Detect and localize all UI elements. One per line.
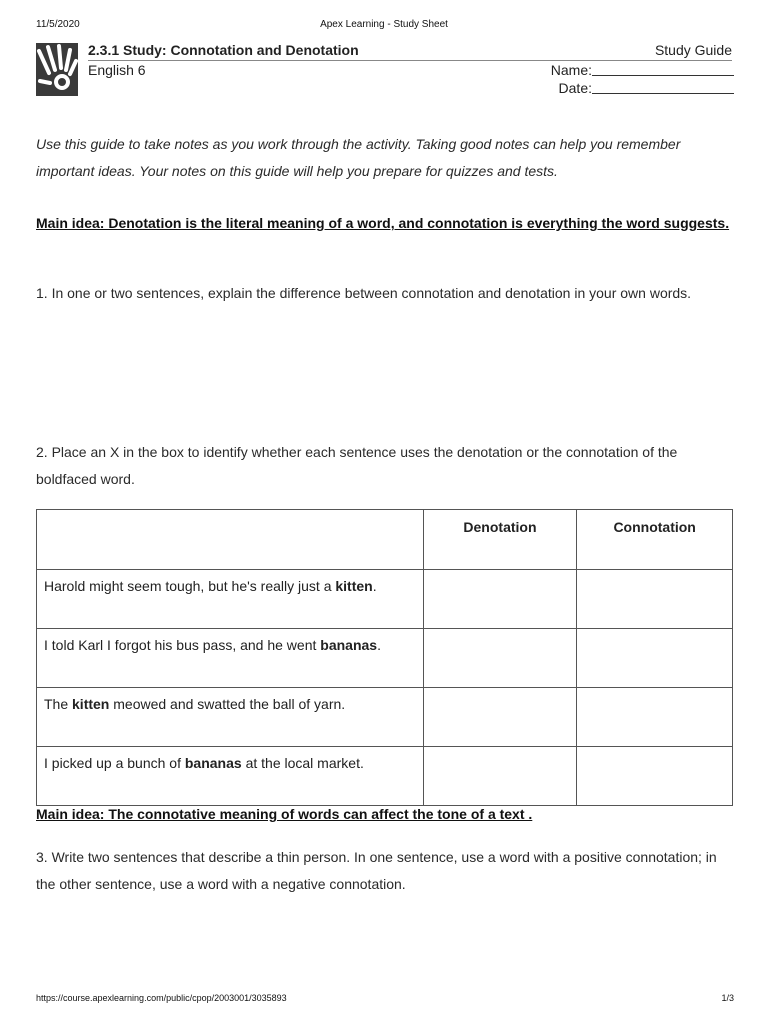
sentence-text: Harold might seem tough, but he's really just a (44, 578, 336, 594)
connotation-checkbox-cell[interactable] (577, 688, 733, 747)
course-name: English 6 (88, 62, 146, 78)
question-3: 3. Write two sentences that describe a thin person. In one sentence, use a word with a positive connotation; in the other sentence, use a word with a negative connotation. (36, 849, 717, 892)
sentence-text: I told Karl I forgot his bus pass, and he went (44, 637, 321, 653)
table-row (37, 688, 733, 747)
main-idea-1: Main idea: Denotation is the literal meaning of a word, and connotation is everything the word suggests. (36, 215, 730, 231)
sentence-text: meowed and swatted the ball of yarn. (109, 696, 346, 712)
page-number: 1/3 (721, 993, 734, 1003)
question-2: 2. Place an X in the box to identify whether each sentence uses the denotation or the connotation of the boldfaced word. (36, 444, 678, 487)
document-type: Study Guide (654, 42, 732, 58)
bold-word: bananas (184, 755, 242, 771)
bold-word: kitten (72, 696, 110, 712)
sentence-cell (37, 688, 424, 747)
sentence-text: The (44, 696, 73, 712)
denotation-checkbox-cell[interactable] (423, 747, 577, 806)
print-date: 11/5/2020 (36, 19, 80, 30)
sentence-text: I picked up a bunch of (44, 755, 185, 771)
bold-word: bananas (320, 637, 378, 653)
denotation-checkbox-cell[interactable] (423, 688, 577, 747)
name-label: Name: (550, 62, 592, 78)
document-title: 2.3.1 Study: Connotation and Denotation (88, 42, 359, 58)
table-row (37, 629, 733, 688)
sentence-text: . (372, 578, 377, 594)
table-header-connotation: Connotation (577, 510, 733, 570)
sentence-text: . (377, 637, 381, 653)
table-row (37, 747, 733, 806)
print-title: Apex Learning - Study Sheet (320, 19, 448, 30)
intro-text: Use this guide to take notes as you work through the activity. Taking good notes can help you remember important ideas. Your notes on this guide will help you prepare for quizzes and tests. (36, 136, 681, 179)
sentence-cell (37, 570, 424, 629)
bold-word: kitten (335, 578, 373, 594)
date-field[interactable] (592, 80, 734, 94)
denotation-connotation-table (36, 509, 733, 806)
table-header-denotation: Denotation (423, 510, 577, 570)
denotation-checkbox-cell[interactable] (423, 629, 577, 688)
sentence-cell (37, 629, 424, 688)
table-row (37, 570, 733, 629)
main-idea-2: Main idea: The connotative meaning of words can affect the tone of a text . (36, 806, 533, 822)
connotation-checkbox-cell[interactable] (577, 747, 733, 806)
table-header-sentence (37, 510, 424, 570)
connotation-checkbox-cell[interactable] (577, 570, 733, 629)
sentence-cell (37, 747, 424, 806)
denotation-checkbox-cell[interactable] (423, 570, 577, 629)
apex-logo-icon (36, 43, 78, 96)
connotation-checkbox-cell[interactable] (577, 629, 733, 688)
title-divider (88, 60, 732, 61)
date-label: Date: (558, 80, 592, 96)
table-header-row (37, 510, 733, 570)
footer-url: https://course.apexlearning.com/public/cpop/2003001/3035893 (36, 993, 287, 1003)
question-1: 1. In one or two sentences, explain the difference between connotation and denotation in your own words. (36, 285, 692, 301)
sentence-text: at the local market. (241, 755, 364, 771)
name-field[interactable] (592, 62, 734, 76)
